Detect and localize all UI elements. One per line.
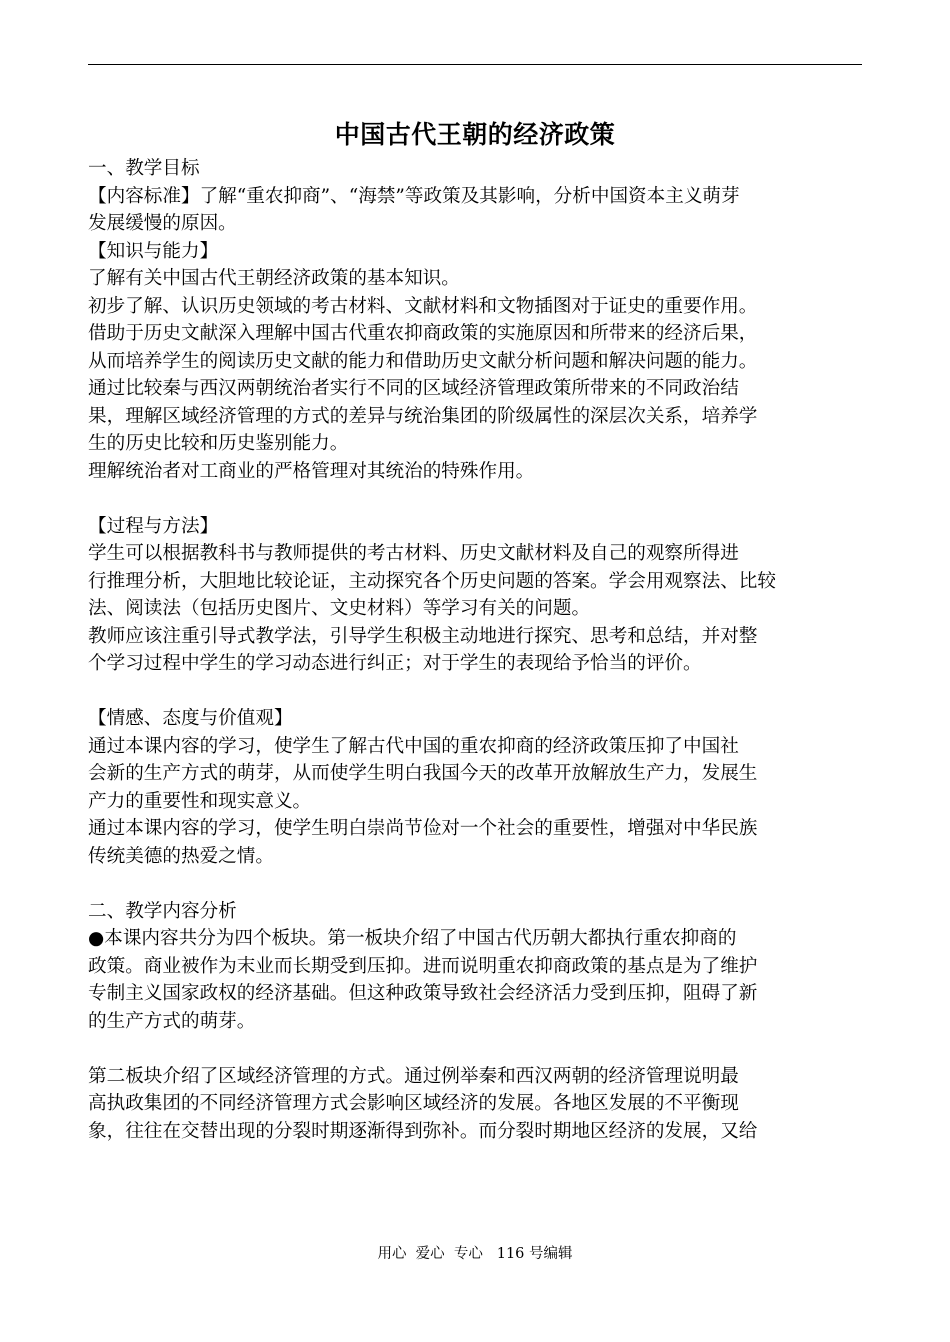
- text-line: 传统美德的热爱之情。: [88, 845, 274, 867]
- text-line: 会新的生产方式的萌芽，从而使学生明白我国今天的改革开放解放生产力，发展生: [88, 763, 758, 784]
- text-line: 象，往往在交替出现的分裂时期逐渐得到弥补。而分裂时期地区经济的发展，又给: [88, 1120, 758, 1142]
- text-line: 借助于历史文献深入理解中国古代重农抑商政策的实施原因和所带来的经济后果，: [88, 323, 758, 344]
- text-line: 【知识与能力】: [88, 240, 219, 262]
- document-lines: [88, 155, 862, 1145]
- text-line: 生的历史比较和历史鉴别能力。: [88, 433, 349, 454]
- text-line: 理解统治者对工商业的严格管理对其统治的特殊作用。: [88, 460, 535, 482]
- text-line: 专制主义国家政权的经济基础。但这种政策导致社会经济活力受到压抑，阻碍了新: [88, 983, 758, 1004]
- text-line: 的生产方式的萌芽。: [88, 1010, 256, 1032]
- text-line: 发展缓慢的原因。: [88, 213, 237, 234]
- document-title: 中国古代王朝的经济政策: [334, 120, 616, 149]
- text-line: ●本课内容共分为四个板块。第一板块介绍了中国古代历朝大都执行重农抑商的: [88, 928, 737, 949]
- blank-line: [88, 1035, 862, 1063]
- document-body: [88, 115, 862, 1145]
- page-footer: 用心 爱心 专心 116 号编辑: [377, 1246, 573, 1262]
- text-line: 教师应该注重引导式教学法，引导学生积极主动地进行探究、思考和总结，并对整: [88, 625, 758, 647]
- text-line: 个学习过程中学生的学习动态进行纠正；对于学生的表现给予恰当的评价。: [88, 653, 702, 674]
- text-line: 通过比较秦与西汉两朝统治者实行不同的区域经济管理政策所带来的不同政治结: [88, 378, 739, 399]
- header-rule: [88, 64, 862, 65]
- text-line: 第二板块介绍了区域经济管理的方式。通过例举秦和西汉两朝的经济管理说明最: [88, 1065, 739, 1087]
- text-line: 高执政集团的不同经济管理方式会影响区域经济的发展。各地区发展的不平衡现: [88, 1093, 739, 1114]
- text-line: 了解有关中国古代王朝经济政策的基本知识。: [88, 268, 460, 289]
- text-line: 果，理解区域经济管理的方式的差异与统治集团的阶级属性的深层次关系，培养学: [88, 405, 758, 427]
- text-line: 从而培养学生的阅读历史文献的能力和借助历史文献分析问题和解决问题的能力。: [88, 350, 758, 372]
- text-line: 产力的重要性和现实意义。: [88, 790, 312, 812]
- text-line: 初步了解、认识历史领域的考古材料、文献材料和文物插图对于证史的重要作用。: [88, 295, 758, 317]
- text-line: 一、教学目标: [88, 158, 200, 179]
- text-line: 二、教学内容分析: [88, 900, 237, 922]
- text-line: 【过程与方法】: [88, 515, 219, 537]
- text-line: 法、阅读法（包括历史图片、文史材料）等学习有关的问题。: [88, 598, 591, 619]
- text-line: 学生可以根据教科书与教师提供的考古材料、历史文献材料及自己的观察所得进: [88, 543, 739, 564]
- blank-line: [88, 870, 862, 898]
- text-line: 通过本课内容的学习，使学生了解古代中国的重农抑商的经济政策压抑了中国社: [88, 735, 739, 757]
- text-line: 通过本课内容的学习，使学生明白崇尚节俭对一个社会的重要性，增强对中华民族: [88, 818, 758, 839]
- text-line: 【内容标准】了解“重农抑商”、“海禁”等政策及其影响，分析中国资本主义萌芽: [88, 185, 740, 207]
- text-line: 【情感、态度与价值观】: [88, 708, 293, 729]
- text-line: 行推理分析，大胆地比较论证，主动探究各个历史问题的答案。学会用观察法、比较: [88, 570, 776, 592]
- blank-line: [88, 485, 862, 513]
- blank-line: [88, 678, 862, 706]
- text-line: 政策。商业被作为末业而长期受到压抑。进而说明重农抑商政策的基点是为了维护: [88, 955, 758, 977]
